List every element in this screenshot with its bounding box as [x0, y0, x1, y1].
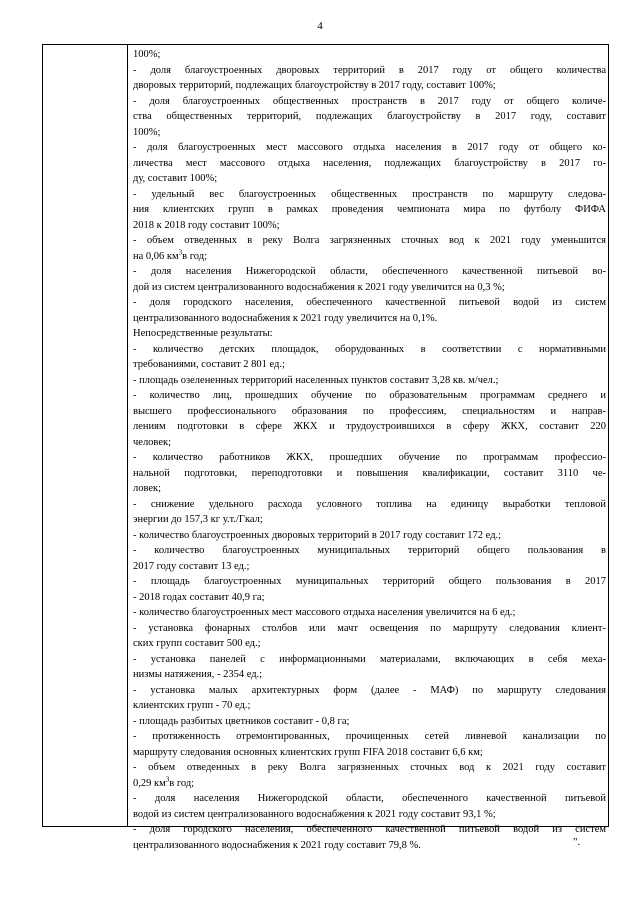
text-line: высшего профессионального образования по профессиям, специальностям и направ-	[133, 405, 606, 417]
text-line: - количество благоустроенных мест массового отдыха населения увеличится на 6 ед.;	[133, 607, 516, 618]
text-line: ния клиентских групп в рамках проведения чемпионата мира по футболу ФИФА	[133, 204, 606, 215]
text-line: ства общественных территорий, подлежащих благоустройству в 2017 году, составит	[133, 111, 606, 122]
text-line: - доля благоустроенных мест массового отдыха населения в 2017 году от общего ко-	[133, 142, 606, 153]
text-line: - снижение удельного расхода условного топлива на единицу выработки тепловой	[133, 498, 606, 510]
text-line: - доля городского населения, обеспеченного качественной питьевой водой из систем	[133, 824, 606, 835]
text-line-part: 0,29 км	[133, 777, 166, 789]
text-line: - установка фонарных столбов или мачт освещения по маршруту следования клиент-	[133, 622, 606, 634]
text-line	[133, 776, 606, 792]
text-line: Непосредственные результаты:	[133, 328, 273, 339]
text-line: - доля населения Нижегородской области, обеспеченного качественной питьевой во-	[133, 266, 606, 277]
text-line: нальной подготовки, переподготовки и повышения квалификации, составит 3110 че-	[133, 467, 606, 479]
text-line: - количество благоустроенных дворовых территорий в 2017 году составит 172 ед.;	[133, 529, 502, 541]
text-line: дой из систем централизованного водоснабжения к 2021 году увеличится на 0,3 %;	[133, 281, 505, 293]
text-line	[133, 249, 606, 265]
text-line: - площадь озелененных территорий населенных пунктов составит 3,28 кв. м/чел.;	[133, 374, 499, 386]
text-line: - доля населения Нижегородской области, обеспеченного качественной питьевой	[133, 793, 606, 804]
text-line: - количество благоустроенных муниципальных территорий общего пользования в	[133, 545, 606, 556]
text-line: - установка малых архитектурных форм (далее - МАФ) по маршруту следования	[133, 684, 606, 696]
text-line: дворовых территорий, подлежащих благоустройству в 2017 году, составит 100%;	[133, 80, 496, 91]
text-line: - доля благоустроенных дворовых территорий в 2017 году от общего количества	[133, 64, 606, 76]
text-line: - установка панелей с информационными материалами, включающих в себя меха-	[133, 653, 606, 665]
text-line: требованиями, составит 2 801 ед.;	[133, 359, 285, 370]
text-line: - 2018 годах составит 40,9 га;	[133, 591, 265, 603]
superscript-exponent: 3	[178, 248, 183, 256]
text-line: ловек;	[133, 483, 162, 494]
page-number: 4	[317, 20, 323, 32]
text-line: лениям подготовки в сфере ЖКХ и трудоустроившихся в сферу ЖКХ, составит 220	[133, 421, 606, 432]
text-line: - количество детских площадок, оборудованных в соответствии с нормативными	[133, 343, 606, 355]
text-line: - объем отведенных в реку Волга загрязненных сточных вод к 2021 году уменьшится	[133, 235, 606, 246]
table-right-column	[133, 47, 606, 853]
text-line: клиентских групп - 70 ед.;	[133, 700, 251, 711]
table-left-column	[43, 45, 128, 826]
text-line: низмы натяжения, - 2354 ед.;	[133, 669, 263, 680]
text-line: водой из систем централизованного водоснабжения к 2021 году составит 93,1 %;	[133, 808, 496, 820]
text-line: личества мест массового отдыха населения, подлежащих благоустройству в 2017 го-	[133, 157, 606, 169]
text-line-part: на 0,06 км	[133, 250, 179, 262]
closing-quote-mark: ".	[573, 836, 581, 848]
text-line: - доля благоустроенных общественных пространств в 2017 году от общего количе-	[133, 95, 606, 107]
text-line: 100%;	[133, 49, 161, 60]
text-line: - удельный вес благоустроенных общественных пространств по маршруту следова-	[133, 188, 606, 200]
text-line: человек;	[133, 436, 172, 448]
text-line: - объем отведенных в реку Волга загрязненных сточных вод к 2021 году составит	[133, 762, 606, 773]
superscript-exponent: 3	[165, 775, 170, 783]
text-line: ских групп составит 500 ед.;	[133, 638, 261, 649]
text-line: централизованного водоснабжения к 2021 году увеличится на 0,1%.	[133, 312, 438, 324]
text-line: - площадь разбитых цветников составит - 0,8 га;	[133, 715, 350, 727]
text-line: 2018 к 2018 году составит 100%;	[133, 219, 280, 231]
text-line: - количество работников ЖКХ, прошедших обучение по программам профессио-	[133, 452, 606, 463]
text-line: ду, составит 100%;	[133, 173, 218, 184]
text-line: - доля городского населения, обеспеченного качественной питьевой водой из систем	[133, 297, 606, 308]
text-line: - количество лиц, прошедших обучение по образовательным программам среднего и	[133, 390, 606, 401]
text-line: - площадь благоустроенных муниципальных территорий общего пользования в 2017	[133, 576, 606, 587]
text-line: - протяженность отремонтированных, прочищенных сетей ливневой канализации по	[133, 731, 606, 742]
text-line-part: в год;	[182, 250, 207, 262]
results-table	[42, 44, 609, 851]
text-line: энергии до 157,3 кг у.т./Гкал;	[133, 514, 263, 525]
text-line: централизованного водоснабжения к 2021 году составит 79,8 %.	[133, 839, 421, 851]
text-line: 100%;	[133, 126, 161, 138]
text-line: 2017 году составит 13 ед.;	[133, 560, 250, 572]
text-line: маршруту следования основных клиентских групп FIFA 2018 составит 6,6 км;	[133, 746, 483, 758]
text-line-part: в год;	[169, 777, 195, 789]
